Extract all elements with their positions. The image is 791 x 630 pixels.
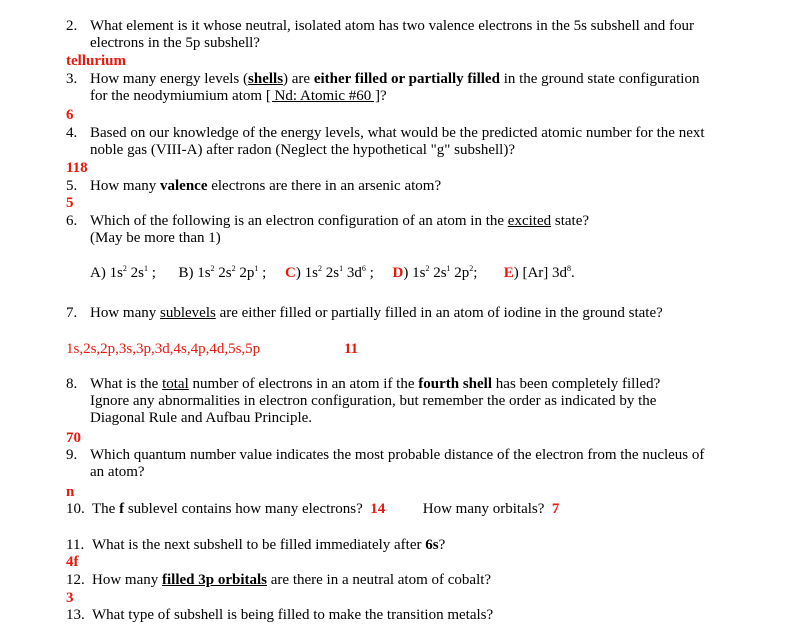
underlined-phrase: [ Nd: Atomic #60 ] [265,88,380,104]
answer-11: 4f [66,554,79,570]
answer-4: 118 [66,160,88,176]
question-text: How many valence electrons are there in an arsenic atom? [90,178,442,194]
question-5 [66,178,736,195]
question-text: Which of the following is an electron configuration of an atom in the excited state? [90,213,590,229]
question-number: 10. [66,501,85,517]
question-text: How many sublevels are either filled or partially filled in an atom of iodine in the ground state? [90,305,663,321]
question-7 [66,305,736,322]
question-text-cont: Diagonal Rule and Aufbau Principle. [90,410,313,426]
question-text: What is the total number of electrons in an atom if the fourth shell has been completely filled? [90,376,661,392]
question-10 [66,501,766,518]
question-9 [66,447,736,481]
question-number: 8. [66,376,78,392]
question-text: What type of subshell is being filled to make the transition metals? [92,607,494,623]
question-3 [66,71,736,105]
question-13 [66,607,736,624]
question-text: What element is it whose neutral, isolated atom has two valence electrons in the 5s subshell and four [90,18,694,34]
question-text-cont: electrons in the 5p subshell? [90,35,260,51]
bold-underlined-phrase: filled 3p orbitals [162,572,268,588]
option-c: C) $1s^2$ $2s^1$ $3d^6$ ; [285,264,374,281]
question-text: How many filled 3p orbitals are there in a neutral atom of cobalt? [92,572,492,588]
option-e: E) [Ar] $3d^8$. [503,264,575,281]
question-text-cont: (May be more than 1) [90,230,221,246]
question-text: Which quantum number value indicates the most probable distance of the electron from the nucleus of [90,447,705,463]
question-number: 6. [66,213,78,229]
question-4 [66,125,736,159]
question-number: 4. [66,125,78,141]
question-text-cont: for the neodymiumium atom [ Nd: Atomic #60 ]? [90,88,387,104]
question-number: 3. [66,71,78,87]
answer-5: 5 [66,195,74,211]
question-text: Based on our knowledge of the energy levels, what would be the predicted atomic number for the next [90,125,705,141]
question-number: 9. [66,447,78,463]
bold-phrase: fourth shell [418,376,493,392]
answer-7: 11 [344,341,359,357]
shells-term: shells [248,71,284,87]
answer-3: 6 [66,107,74,123]
answer-2: tellurium [66,53,126,69]
question-2 [66,18,736,52]
answer-10a: 14 [370,501,386,517]
question-text-cont: an atom? [90,464,145,480]
option-b: B) $1s^2$ $2s^2$ $2p^1$ ; [178,264,267,281]
answer-8: 70 [66,430,81,446]
bold-letter: f [119,501,125,517]
answer-options [90,265,575,282]
underlined-word: sublevels [160,305,216,321]
answer-9: n [66,484,75,500]
answer-12: 3 [66,590,74,606]
underlined-word: total [162,376,189,392]
question-8 [66,376,736,427]
option-a: A) $1s^2$ $2s^1$ ; [90,264,156,281]
question-text-cont: noble gas (VIII-A) after radon (Neglect the hypothetical "g" subshell)? [90,142,516,158]
question-11 [66,537,736,554]
bold-word: valence [160,178,208,194]
question-number: 13. [66,607,85,623]
option-d: D) $1s^2$ $2s^1$ $2p^2$; [392,264,478,281]
question-number: 12. [66,572,85,588]
question-text: What is the next subshell to be filled immediately after 6s? [92,537,446,553]
bold-phrase: either filled or partially filled [313,71,500,87]
question-number: 7. [66,305,78,321]
question-number: 5. [66,178,78,194]
question-text: How many energy levels (shells) are either filled or partially filled in the ground state configuration [90,71,700,87]
question-12 [66,572,736,589]
question-6 [66,213,736,247]
question-number: 11. [66,537,85,553]
underlined-word: excited [507,213,552,229]
question-number: 2. [66,18,78,34]
answer-10b: 7 [551,501,560,517]
bold-word: 6s [425,537,439,553]
answer-7-list: 1s,2s,2p,3s,3p,3d,4s,4p,4d,5s,5p [66,341,261,357]
question-text-cont: Ignore any abnormalities in electron configuration, but remember the order as indicated by the [90,393,657,409]
question-text: The f sublevel contains how many electrons? 14 How many orbitals? 7 [92,501,560,517]
